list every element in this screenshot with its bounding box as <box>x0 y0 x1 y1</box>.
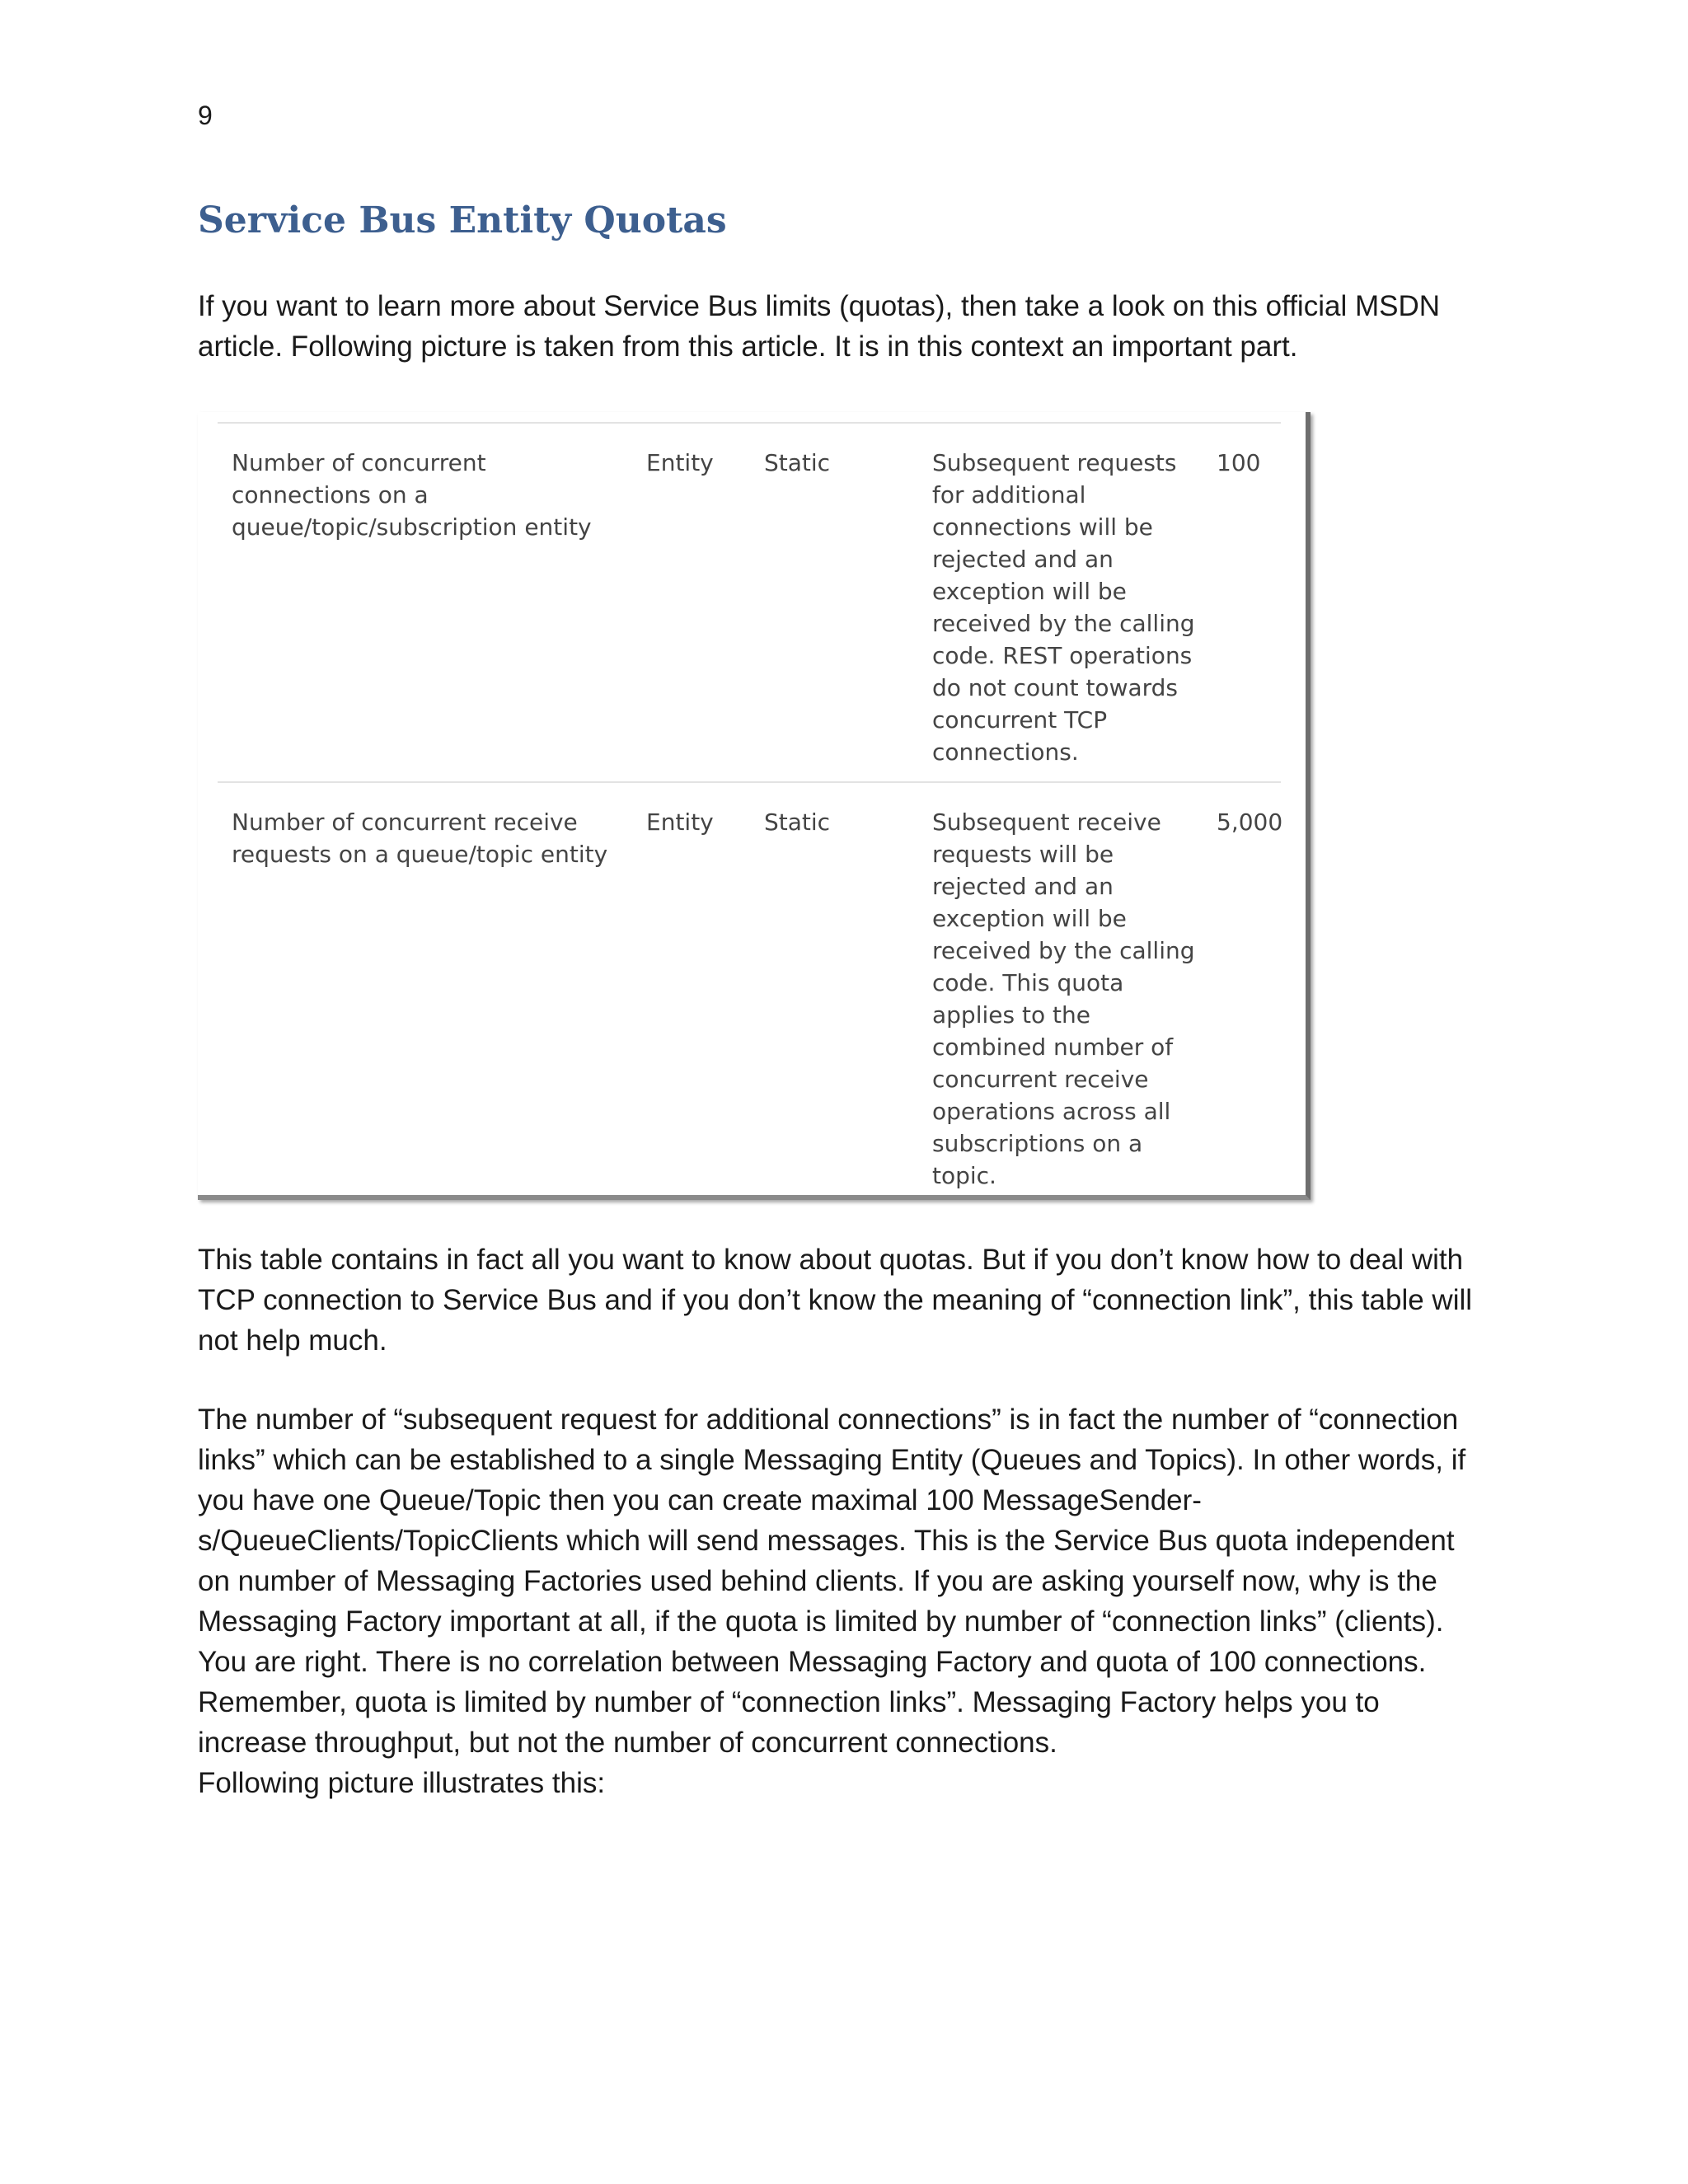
body-paragraph: This table contains in fact all you want to know about quotas. But if you don’t know how to deal with TCP connection to Service Bus and if you don’t know the meaning of “connection link”, this table will not help much. <box>198 1244 1473 1357</box>
quota-type: Static <box>764 808 831 836</box>
page-number: 9 <box>198 101 213 130</box>
quota-scope: Entity <box>646 808 714 836</box>
quota-value: 100 <box>1217 449 1261 476</box>
quota-scope: Entity <box>646 449 714 476</box>
quota-behavior: Subsequent requests for additional connections will be rejected and an exception will be received by the calling code. REST operations do not count towards concurrent TCP connections. <box>932 449 1195 766</box>
paragraph-text: Following picture illustrates this: <box>198 1767 606 1799</box>
paragraph-text: The number of “subsequent request for additional connections” is in fact the number of “connection links” which can be established to a single Messaging Entity (Queues and Topics). In other words, if you have one Queue/Topic then you can create maximal 100 MessageSender-s/QueueClients/TopicClients which will send messages. This is the Service Bus quota independent on number of Messaging Factories used behind clients. If you are asking yourself now, why is the Messaging Factory important at all, if the quota is limited by number of “connection links” (clients). You are right. There is no correlation between Messaging Factory and quota of 100 connections. <box>198 1404 1466 1678</box>
intro-paragraph: If you want to learn more about Service Bus limits (quotas), then take a look on this official MSDN article. Following picture is taken from this article. It is in this context an important part. <box>198 290 1440 363</box>
quota-description: Number of concurrent connections on a queue/topic/subscription entity <box>232 449 592 541</box>
table-row <box>218 422 1281 778</box>
paragraph-text: Remember, quota is limited by number of “connection links”. Messaging Factory helps you to increase throughput, but not the number of concurrent connections. <box>198 1686 1380 1759</box>
quota-description: Number of concurrent receive requests on a queue/topic entity <box>232 808 608 868</box>
quota-table-figure <box>198 412 1311 1200</box>
quota-type: Static <box>764 449 831 476</box>
section-heading: Service Bus Entity Quotas <box>198 199 727 241</box>
table-row <box>218 781 1281 1187</box>
body-paragraph <box>198 1399 1492 1803</box>
quota-value: 5,000 <box>1217 808 1283 836</box>
quota-behavior: Subsequent receive requests will be rejected and an exception will be received by the calling code. This quota applies to the combined number of concurrent receive operations across all subscriptions on a topic. <box>932 808 1195 1189</box>
